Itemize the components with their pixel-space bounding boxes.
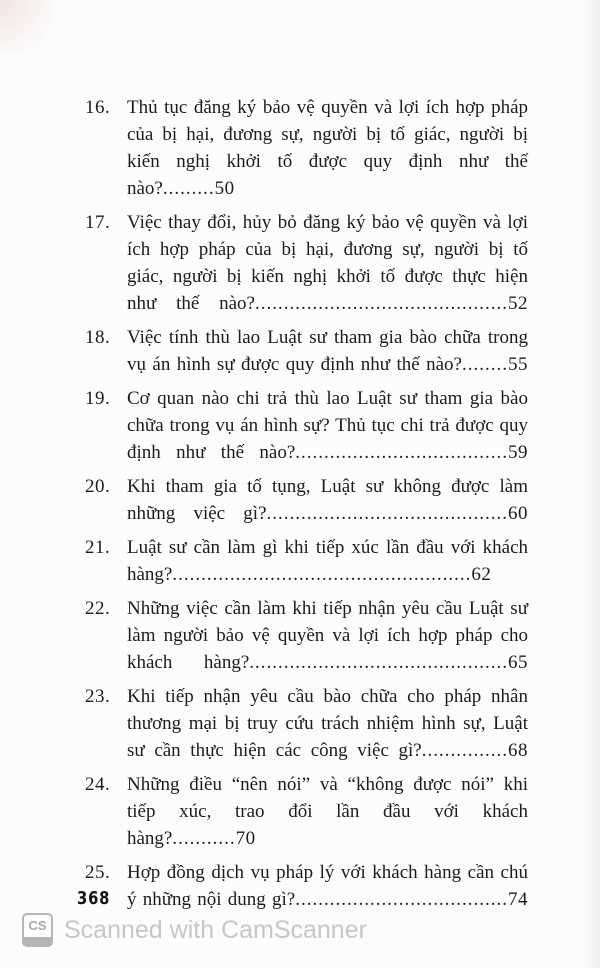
camscanner-logo-icon: [22, 913, 53, 947]
toc-entry-number: 21.: [85, 537, 111, 558]
toc-entry-body: [127, 209, 528, 317]
toc-entry-number: 17.: [85, 212, 111, 233]
toc-entry-body: [127, 683, 528, 764]
camscanner-watermark-label: Scanned with CamScanner: [64, 915, 367, 944]
toc-entry-text: Khi tham gia tố tụng, Luật sư không được làm những việc gì?: [127, 476, 528, 524]
scan-edge-shadow: [584, 0, 600, 968]
toc-entry-body: [127, 859, 528, 913]
toc-entry-leader-dots: .............................................: [249, 652, 508, 673]
toc-entry-body: [127, 473, 528, 527]
toc-entry-leader-dots: ............................................: [255, 293, 508, 314]
toc-entry-body: [127, 595, 528, 676]
toc-entry-leader-dots: .....................................: [295, 889, 508, 910]
toc-entry-leader-dots: ...............: [421, 740, 508, 761]
toc-entry-body: [127, 771, 528, 852]
toc-entry-leader-dots: .....................................: [295, 442, 508, 463]
toc-entry-number: 19.: [85, 388, 111, 409]
toc-entry-page-number: 68: [508, 740, 528, 761]
toc-entry-text: Việc thay đổi, hủy bỏ đăng ký bảo vệ quyền và lợi ích hợp pháp của bị hại, đương sự, người bị tố giác, người bị kiến nghị khởi tố được thực hiện như thế nào?: [127, 212, 528, 314]
book-page-number: 368: [77, 888, 111, 909]
toc-entry-number: 24.: [85, 774, 111, 795]
toc-entry: [85, 771, 528, 852]
toc-entry-text: Hợp đồng dịch vụ pháp lý với khách hàng cần chú ý những nội dung gì?: [127, 862, 528, 910]
toc-entry-body: [127, 385, 528, 466]
toc-entry-page-number: 59: [508, 442, 528, 463]
toc-entry-text: Thủ tục đăng ký bảo vệ quyền và lợi ích hợp pháp của bị hại, đương sự, người bị tố giác, người bị kiến nghị khởi tố được quy định như thế nào?: [127, 97, 528, 199]
toc-entry-page-number: 52: [508, 293, 528, 314]
toc-entry: [85, 324, 528, 378]
toc-entry-text: Khi tiếp nhận yêu cầu bào chữa cho pháp nhân thương mại bị truy cứu trách nhiệm hình sự, Luật sư cần thực hiện các công việc gì?: [127, 686, 528, 761]
toc-entry-number: 16.: [85, 97, 111, 118]
toc-entry: [85, 534, 528, 588]
toc-entry-text: Những điều “nên nói” và “không được nói” khi tiếp xúc, trao đổi lần đầu với khách hàng?: [127, 774, 528, 849]
toc-entry: [85, 209, 528, 317]
toc-entry-number: 18.: [85, 327, 111, 348]
toc-entry: [85, 595, 528, 676]
toc-entry-text: Những việc cần làm khi tiếp nhận yêu cầu Luật sư làm người bảo vệ quyền và lợi ích hợp pháp cho khách hàng?: [127, 598, 528, 673]
camscanner-logo-bar: [24, 937, 51, 945]
toc-entry-number: 22.: [85, 598, 111, 619]
toc-entry-number: 20.: [85, 476, 111, 497]
toc-entry-leader-dots: .........: [162, 178, 215, 199]
toc-entry-page-number: 62: [471, 564, 492, 585]
toc-entry: [85, 385, 528, 466]
toc-entry: [85, 473, 528, 527]
toc-entry-text: Cơ quan nào chi trả thù lao Luật sư tham gia bào chữa trong vụ án hình sự? Thủ tục chi trả được quy định như thế nào?: [127, 388, 528, 463]
scan-corner-smudge: [0, 0, 70, 60]
toc-entry-page-number: 50: [214, 178, 235, 199]
toc-list: [85, 94, 528, 920]
toc-entry-page-number: 74: [508, 889, 528, 910]
toc-entry-text: Việc tính thù lao Luật sư tham gia bào chữa trong vụ án hình sự được quy định như thế nào?: [127, 327, 528, 375]
toc-entry-body: [127, 534, 528, 588]
toc-entry-page-number: 65: [508, 652, 528, 673]
toc-entry-page-number: 70: [235, 828, 256, 849]
toc-entry: [85, 94, 528, 202]
toc-entry: [85, 859, 528, 913]
toc-entry: [85, 683, 528, 764]
toc-entry-number: 23.: [85, 686, 111, 707]
toc-entry-body: [127, 94, 528, 202]
toc-entry-number: 25.: [85, 862, 111, 883]
toc-entry-leader-dots: ........: [462, 354, 508, 375]
toc-entry-leader-dots: ...........: [172, 828, 236, 849]
toc-entry-body: [127, 324, 528, 378]
toc-entry-text: Luật sư cần làm gì khi tiếp xúc lần đầu với khách hàng?: [127, 537, 528, 585]
camscanner-logo-text: CS: [28, 918, 47, 933]
camscanner-watermark: [22, 913, 367, 947]
toc-entry-leader-dots: ..........................................: [266, 503, 508, 524]
toc-entry-page-number: 55: [508, 354, 528, 375]
toc-entry-page-number: 60: [508, 503, 528, 524]
toc-entry-leader-dots: ....................................................: [172, 564, 472, 585]
